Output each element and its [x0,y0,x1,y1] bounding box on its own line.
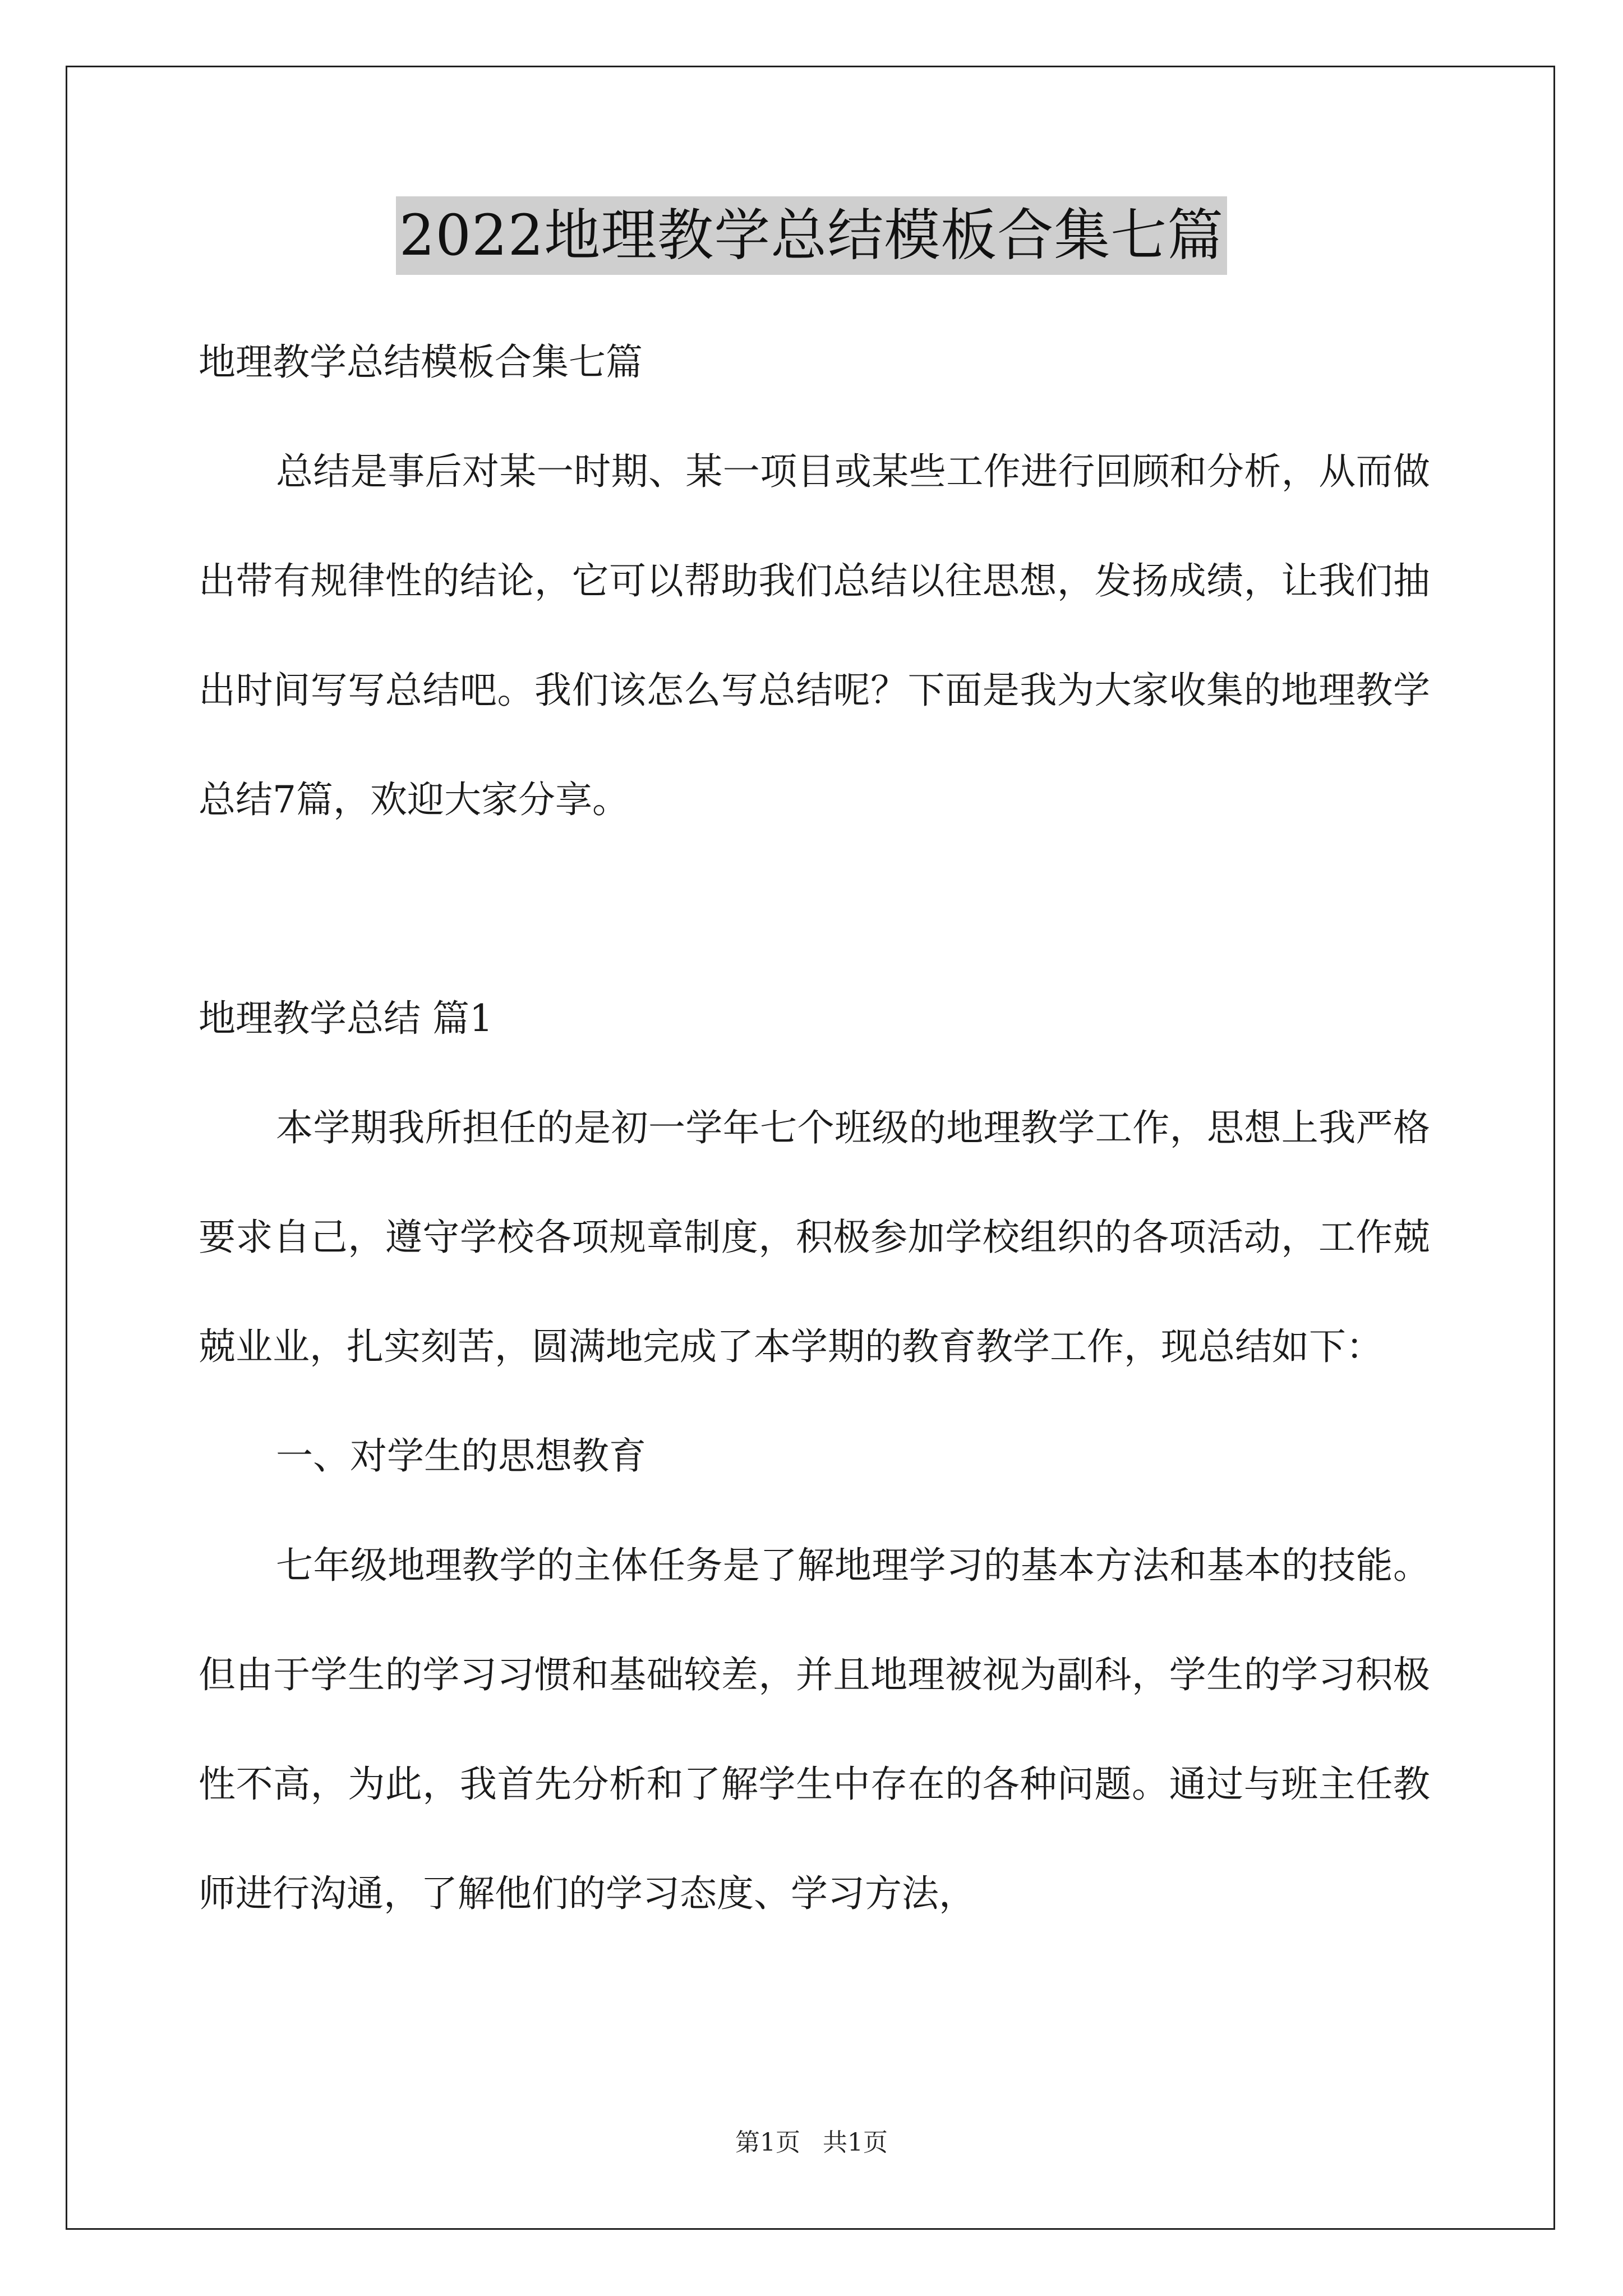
section-heading: 地理教学总结 篇1 [199,997,493,1040]
document-title: 2022地理教学总结模板合集七篇 [396,196,1228,275]
page-footer [0,2126,1623,2160]
page-total: 共1页 [823,2128,888,2157]
document-body [199,307,1430,1948]
subheading-thought-education: 一、对学生的思想教育 [276,1434,646,1478]
document-subtitle: 地理教学总结模板合集七篇 [199,341,643,384]
spacer [199,854,1430,964]
intro-paragraph: 总结是事后对某一时期、某一项目或某些工作进行回顾和分析，从而做出带有规律性的结论，它可以帮助我们总结以往思想，发扬成绩，让我们抽出时间写写总结吧。我们该怎么写总结呢？下面是我为大家收集的地理教学总结7篇，欢迎大家分享。 [199,450,1430,821]
section-paragraph-2: 七年级地理教学的主体任务是了解地理学习的基本方法和基本的技能。但由于学生的学习习惯和基础较差，并且地理被视为副科，学生的学习积极性不高，为此，我首先分析和了解学生中存在的各种问题。通过与班主任教师进行沟通，了解他们的学习态度、学习方法， [199,1544,1430,1915]
page-number: 第1页 [735,2128,800,2157]
section-paragraph-1: 本学期我所担任的是初一学年七个班级的地理教学工作，思想上我严格要求自己，遵守学校各项规章制度，积极参加学校组织的各项活动，工作兢兢业业，扎实刻苦，圆满地完成了本学期的教育教学工作，现总结如下： [199,1106,1430,1368]
title-wrap [0,196,1623,275]
